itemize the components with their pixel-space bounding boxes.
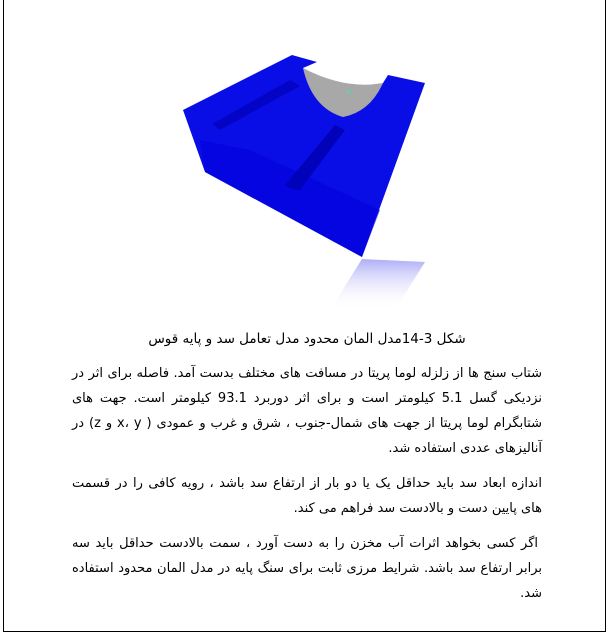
figure-caption: شکل 3-14مدل المان محدود مدل تعامل سد و پایه قوس (148, 331, 466, 347)
paragraph-dam-dimensions: اندازه ابعاد سد باید حداقل یک یا دو بار از ارتفاع سد باشد ، رویه کافی را در قسمت های پایین دست و بالادست سد فراهم می کند. (72, 476, 542, 516)
paragraph-accelerometers: شتاب سنج ها از زلزله لوما پریتا در مسافت های مختلف بدست آمد. فاصله برای اثر در نزدیکی گسل 5.1 کیلومتر است و برای اثر دوربرد 93.1 کیلومتر است. جهت های شتابگرام لوما پریتا از جهت های شمال-جنوب ، شرق و غرب و عمودی ( x، y و z) در آنالیزهای عددی استفاده شد. (72, 366, 542, 456)
paragraph-reservoir-effects: اگر کسی بخواهد اثرات آب مخزن را به دست آورد ، سمت بالادست حداقل باید سه برابر ارتفاع سد باشد. شرایط مرزی ثابت برای سنگ پایه در مدل المان محدود استفاده شد. (72, 536, 542, 601)
